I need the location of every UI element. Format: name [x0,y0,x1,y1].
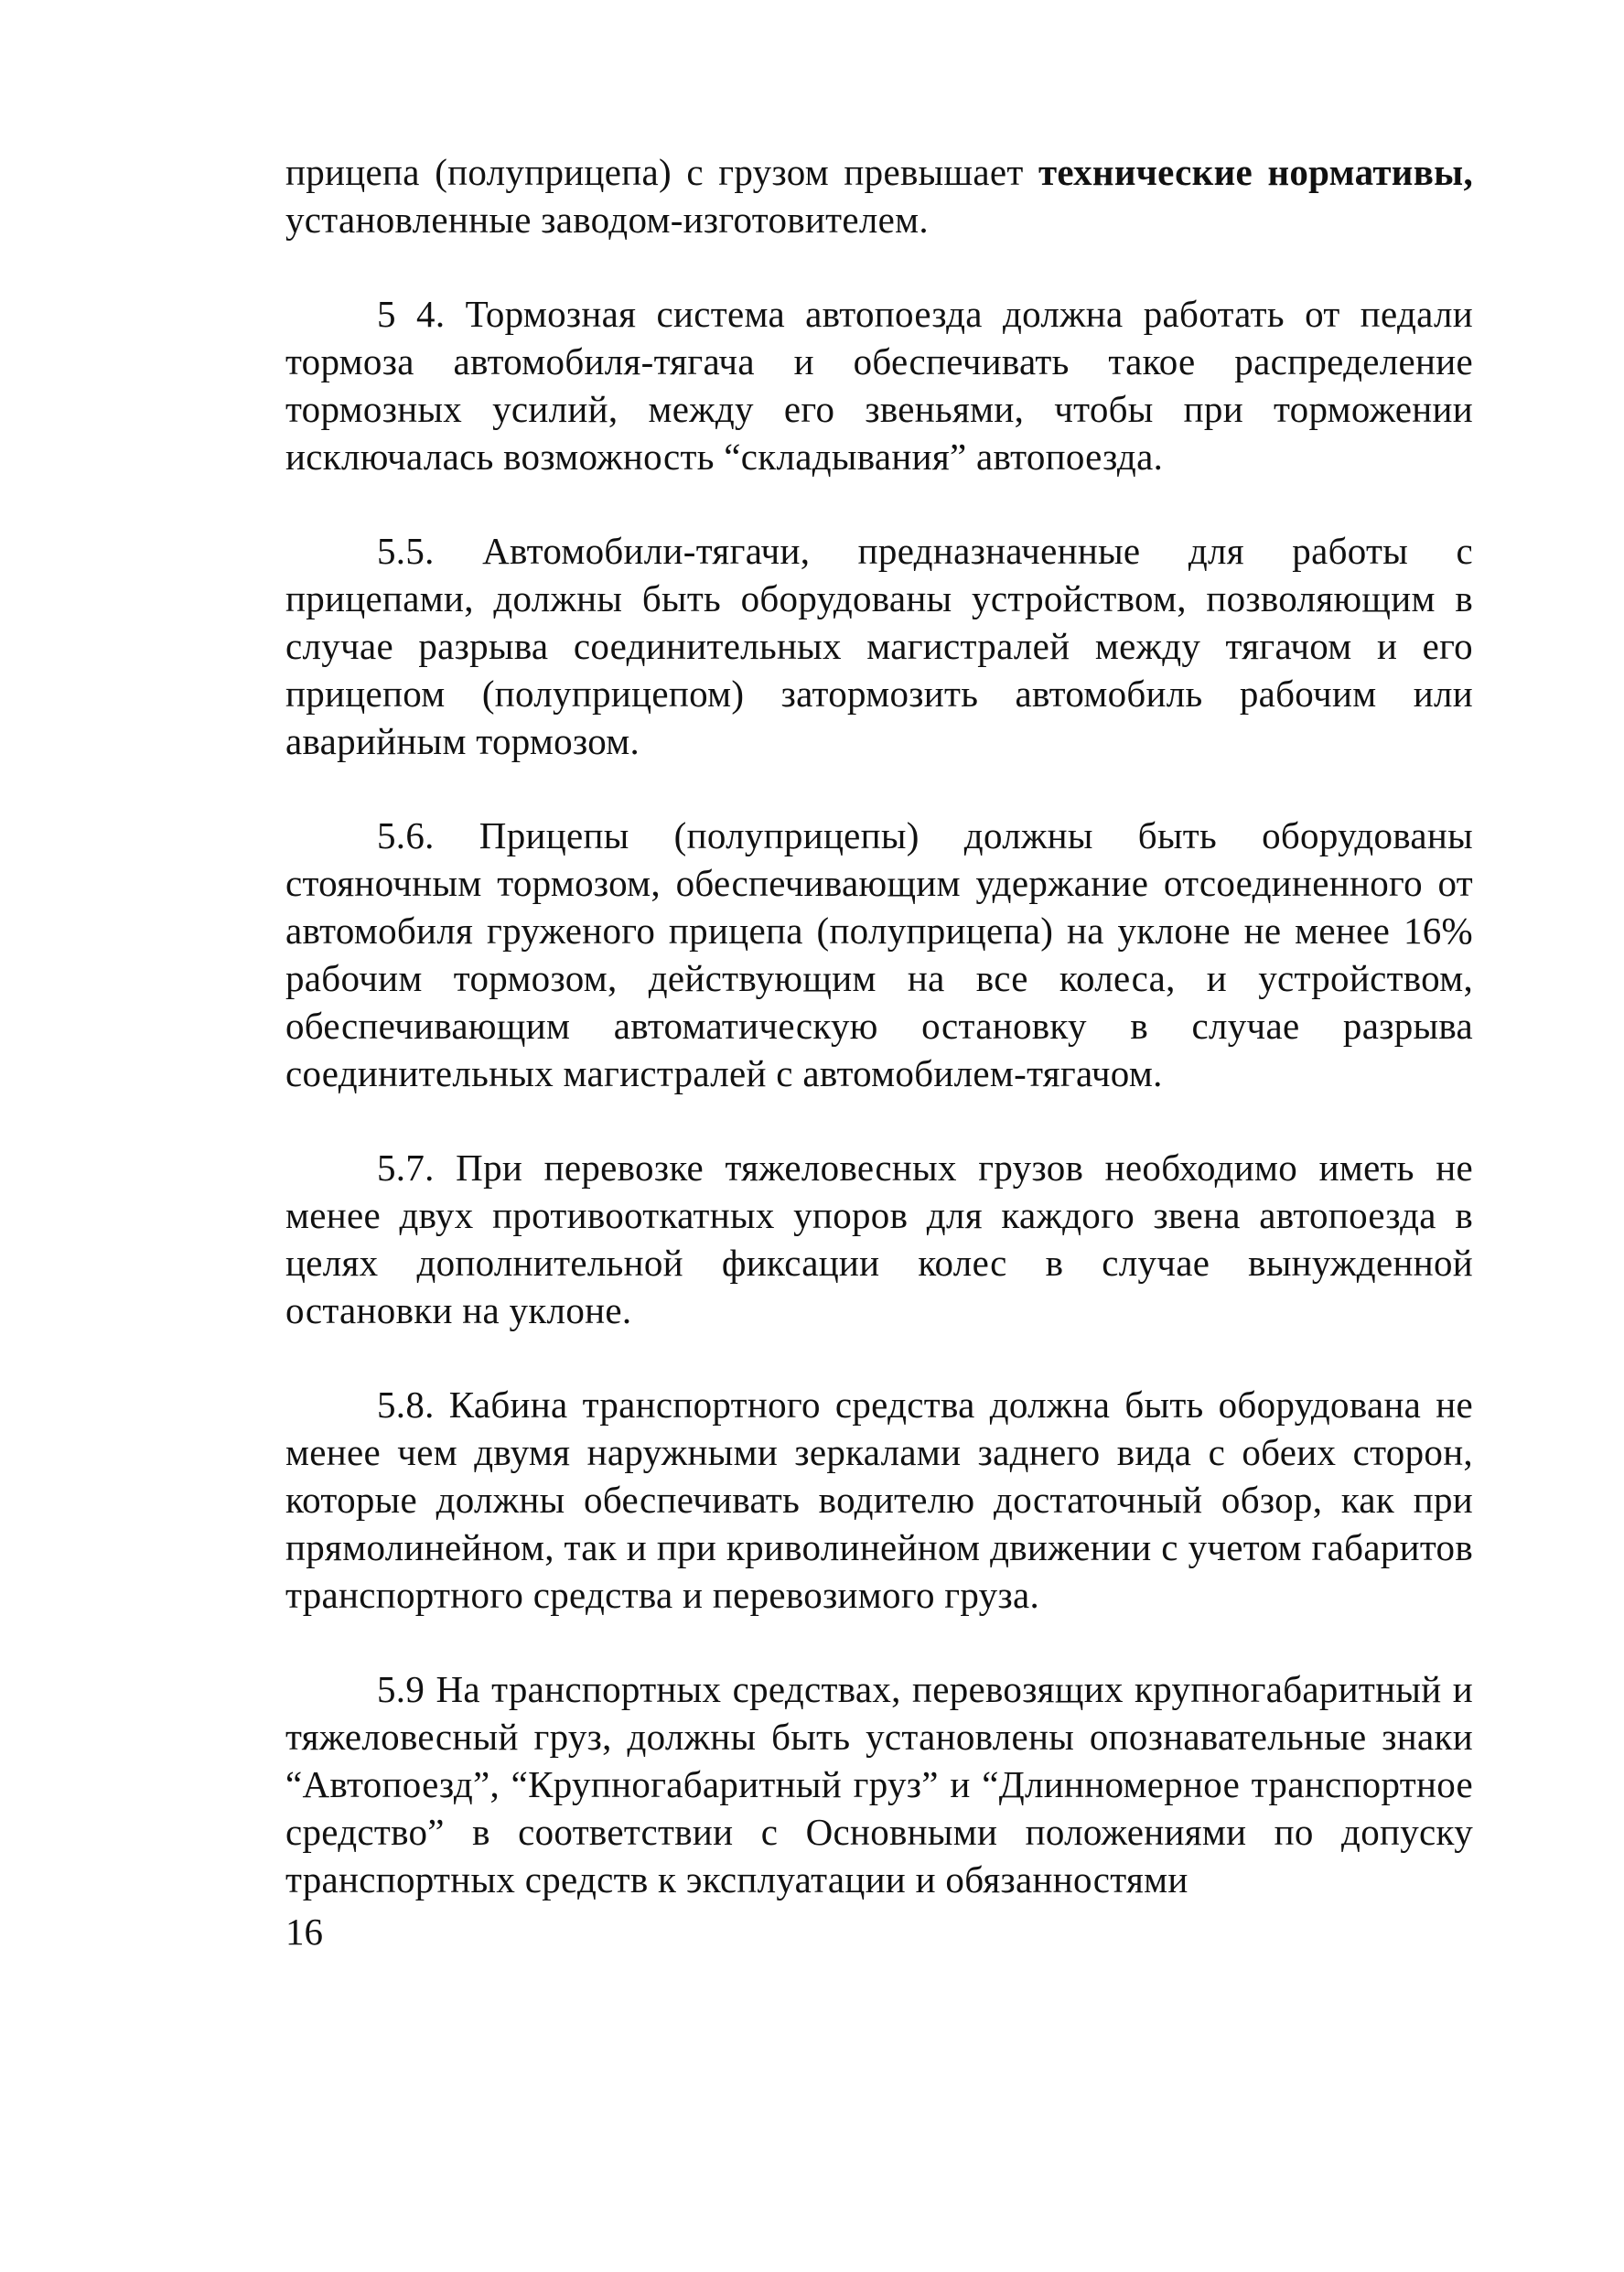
document-body [285,148,1473,1950]
paragraph-continued-bold: технические нормативы, [1038,151,1473,193]
paragraph-5-5: 5.5. Автомобили-тягачи, предназначенные для работы с прицепами, должны быть оборудованы устройством, позволяющим в случае разрыва соединительных магистралей между тягачом и его прицепом (полуприцепом) затормозить автомобиль рабочим или аварийным тормозом. [285,530,1473,762]
page-number: 16 [285,1911,323,1953]
paragraph-continued-after: установленные заводом-изготовителем. [285,199,929,241]
paragraph-5-6: 5.6. Прицепы (полуприцепы) должны быть оборудованы стояночным тормозом, обеспечивающим удержание отсоединенного от автомобиля груженого прицепа (полуприцепа) на уклоне не менее 16% рабочим тормозом, действующим на все колеса, и устройством, обеспечивающим автоматическую остановку в случае разрыва соединительных магистралей с автомобилем-тягачом. [285,814,1473,1094]
paragraph-5-8: 5.8. Кабина транспортного средства должна быть оборудована не менее чем двумя наружными зеркалами заднего вида с обеих сторон, которые должны обеспечивать водителю достаточный обзор, как при прямолинейном, так и при криволинейном движении с учетом габаритов транспортного средства и перевозимого груза. [285,1384,1473,1616]
paragraph-5-9: 5.9 На транспортных средствах, перевозящих крупногабаритный и тяжеловесный груз, должны быть установлены опознавательные знаки “Автопоезд”, “Крупногабаритный груз” и “Длинномерное транспортное средство” в соответствии с Основными положениями по допуску транспортных средств к эксплуатации и обязанностями [285,1668,1473,1901]
paragraph-continued-before: прицепа (полуприцепа) с грузом превышает [285,151,1038,193]
paragraph-5-7: 5.7. При перевозке тяжеловесных грузов необходимо иметь не менее двух противооткатных упоров для каждого звена автопоезда в целях дополнительной фиксации колес в случае вынужденной остановки на уклоне. [285,1147,1473,1331]
paragraph-5-4: 5 4. Тормозная система автопоезда должна работать от педали тормоза автомобиля-тягача и обеспечивать такое распределение тормозных усилий, между его звеньями, чтобы при торможении исключалась возможность “складывания” автопоезда. [285,293,1473,478]
paragraph-continued [285,148,1473,243]
